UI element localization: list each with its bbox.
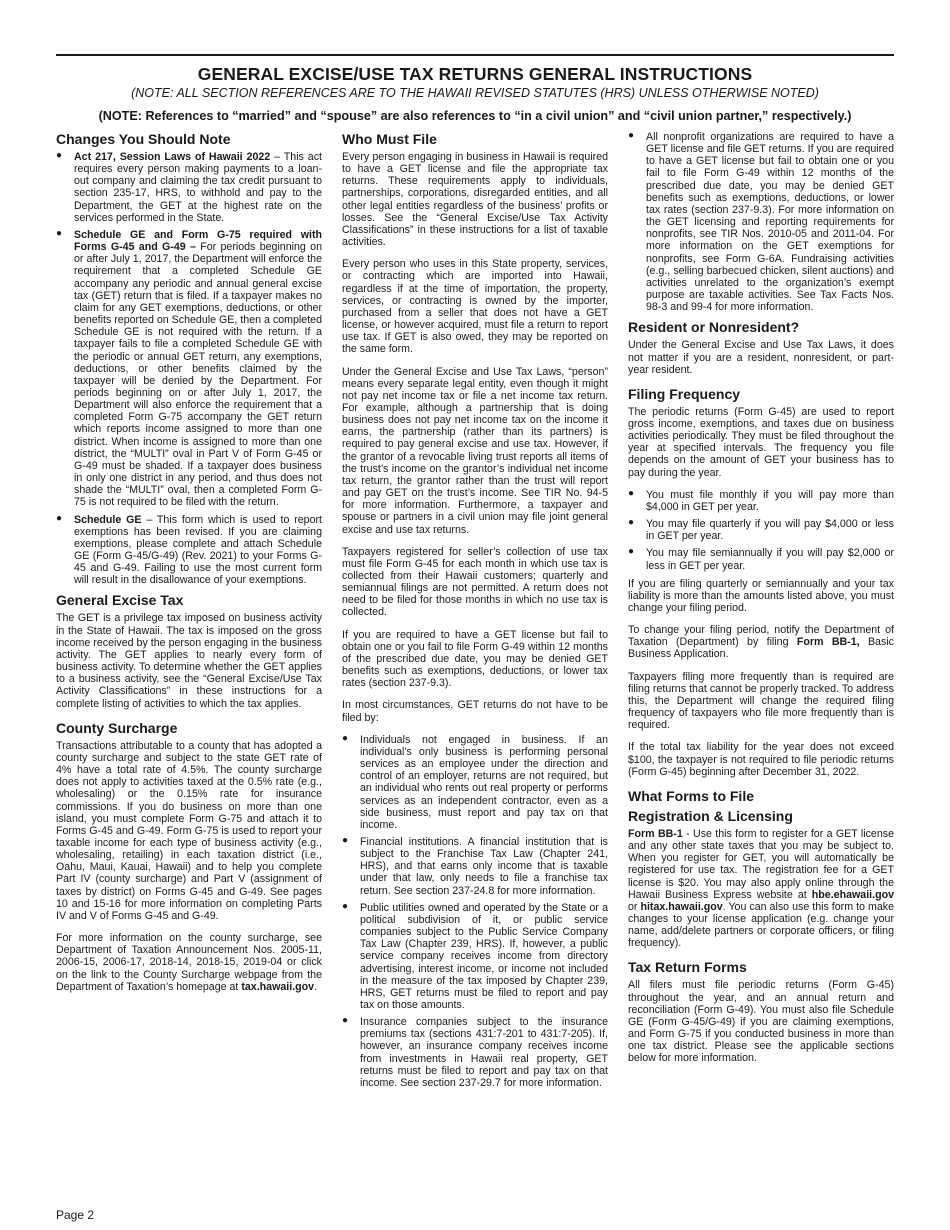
- list-item: ● You may file quarterly if you will pay $4,000 or less in GET per year.: [628, 518, 894, 542]
- list-item: ● You may file semiannually if you will pay $2,000 or less in GET per year.: [628, 547, 894, 571]
- changes-heading: Changes You Should Note: [56, 131, 231, 147]
- who-must-file-p5: If you are required to have a GET license but fail to obtain one or you fail to file Form G-49 within 12 months of the prescribed due date, you may be denied GET benefits such as exemptions, deductions, or lower tax rates (section 237-9.3).: [342, 628, 608, 690]
- resident-text: Under the General Excise and Use Tax Laws, it does not matter if you are a resident, nonresident, or part-year resident.: [628, 339, 894, 376]
- resident-heading: Resident or Nonresident?: [628, 319, 800, 336]
- tax-website-link[interactable]: tax.hawaii.gov: [241, 980, 315, 993]
- who-must-file-heading: Who Must File: [342, 131, 437, 147]
- column-right: [628, 131, 894, 1075]
- who-must-file-p4: Taxpayers registered for seller’s collection of use tax must file Form G-45 for each month in which use tax is collected from their Hawaii customers; quarterly and semiannual filings are not permitted. A return does not need to be filed for those months in which no use tax is collected.: [342, 545, 608, 619]
- filing-frequency-p1: The periodic returns (Form G-45) are used to report gross income, exemptions, and taxes due on business activities periodically. They must be filed throughout the year at specified intervals. The frequency you file depends on the amount of GET your business has to pay during the year.: [628, 405, 894, 479]
- county-surcharge-heading: County Surcharge: [56, 719, 178, 736]
- filing-frequency-p4: Taxpayers filing more frequently than is required are filing returns that cannot be properly tracked. To address this, the Department will change the required filing frequency of taxpayers who file more frequently than is required.: [628, 670, 894, 732]
- who-must-file-p3: Under the General Excise and Use Tax Laws, “person” means every separate legal entity, even though it might not pay net income tax or file a net income tax return. For example, although a partnership that is doing business does not pay net income tax on the income it earns, the partnership (rather than its partners) is required to pay general excise and use tax. However, if the grantor of a revocable living trust reports all items of the trust’s income on the grantor’s individual net income tax return, the grantor rather than the trust will report and pay GET on the trust’s income. See TIR No. 94-5 for more information. Furthermore, a taxpayer and spouse or partners in a civil union may file joint general excise and use tax returns.: [342, 365, 608, 536]
- county-surcharge-text: Transactions attributable to a county that has adopted a county surcharge and subject to the state GET rate of 4% have a total rate of 4.5%. The county surcharge does not apply to activities taxed at the 0.5% rate (e.g., wholesaling) or the 0.15% rate for insurance commissions. If you do business on more than one island, you must complete Form G-75 and attach it to Forms G-45 and G-49. Form G-75 is used to report your taxable income for each type of business activity (e.g., wholesaling, retailing) in each taxation district (i.e., Oahu, Maui, Kauai, Hawaii) and to help you complete Part IV (county surcharge) and Part V (assignment of taxes by district) on Forms G-45 and G-49. See pages 10 and 15-16 for more information on completing Parts IV and V of Forms G-45 and G-49.: [56, 739, 322, 922]
- who-must-file-p1: Every person engaging in business in Hawaii is required to have a GET license and file the appropriate tax returns. These requirements apply to individuals, partnerships, corporations, disregarded entities, and all other legal entities regardless of the business’ profits or losses. See the “General Excise/Use Tax Activity Classifications” in these instructions for a list of taxable activities.: [342, 151, 608, 249]
- list-item: ● Financial institutions. A financial institution that is subject to the Franchise Tax Law (Chapter 241, HRS), and that earns only income that is taxable under that law, only needs to file a franchise tax return. See section 237-24.8 for more information.: [342, 836, 608, 897]
- filing-frequency-p3: To change your filing period, notify the Department of Taxation (Department) by filing Form BB-1, Basic Business Application.: [628, 624, 894, 661]
- list-item: ● Insurance companies subject to the insurance premiums tax (sections 431:7-201 to 431:7-205). If, however, an insurance company receives income from investments in Hawaii real property, GET returns must be filed to report and pay tax on that income. See section 237-29.7 for more information.: [342, 1016, 608, 1089]
- list-item: ● Schedule GE – This form which is used to report exemptions has been revised. If you are claiming exemptions, please complete and attach Schedule GE (Form G-45/G-49) (Rev. 2021) to your Forms G-45 and G-49. Failing to use the most current form will result in the disallowance of your exemptions.: [56, 514, 322, 587]
- top-rule: [56, 54, 894, 56]
- page-subtitle: (NOTE: ALL SECTION REFERENCES ARE TO THE HAWAII REVISED STATUTES (HRS) UNLESS OTHERWISE NOTED): [131, 86, 819, 100]
- general-excise-tax-text: The GET is a privilege tax imposed on business activity in the State of Hawaii. The tax is imposed on the gross income received by the person engaging in the business activity. The GET applies to nearly every form of business activity. To determine whether the GET applies to a business activity, see the “General Excise/Use Tax Activity Classifications” in these instructions for a complete listing of activities to which the tax applies.: [56, 612, 322, 710]
- civil-union-note: (NOTE: References to “married” and “spouse” are also references to “in a civil union” and “civil union partner,” respectively.): [98, 109, 852, 123]
- list-item: ● Individuals not engaged in business. If an individual’s only business is performing personal services as an employee under the direction and control of an employer, returns are not required, but an individual who rents out real property or performs services as an independent contractor, even as a side business, must report and pay tax on that income.: [342, 734, 608, 831]
- tax-return-forms-heading: Tax Return Forms: [628, 959, 747, 976]
- nonprofit-list: [628, 131, 894, 313]
- tax-return-forms-text: All filers must file periodic returns (Form G-45) throughout the year, and an annual return and reconciliation (Form G-49). You must also file Schedule GE (Form G-45/G-49) if you are claiming exemptions, and Form G-75 if you conducted business in more than one tax district. Please see the applicable sections below for more information.: [628, 979, 894, 1065]
- registration-text: Form BB-1 - Use this form to register for a GET license and any other state taxes that you may be subject to. When you register for GET, you will automatically be registered for use tax. The registration fee for a GET license is $20. You may also apply online through the Hawaii Business Express website at hbe.ehawaii.gov or hitax.hawaii.gov. You can also use this form to make changes to your license application (e.g. change your name, add/delete partners or corporate officers, or filing frequency).: [628, 827, 894, 950]
- list-item: ● All nonprofit organizations are required to have a GET license and file GET returns. If you are required to have a GET license but fail to obtain one or you fail to file Form G-49 within 12 months of the prescribed due date, you may be denied GET benefits such as exemptions, deductions, or lower tax rates (section 237-9.3). For more information on the GET licensing and reporting requirements for nonprofits, see TIR Nos. 2010-05 and 2011-04. For more information on the GET exemptions for nonprofits, see Form G-6A. Fundraising activities (e.g., selling barbecued chicken, silent auctions) and activities unrelated to the organization’s exempt purpose are taxable activities. See Tax Facts Nos. 98-3 and 99-4 for more information.: [628, 131, 894, 313]
- page-title: GENERAL EXCISE/USE TAX RETURNS GENERAL INSTRUCTIONS: [197, 64, 753, 84]
- exemption-list: [342, 734, 608, 1089]
- filing-frequency-heading: Filing Frequency: [628, 385, 741, 402]
- hbe-link[interactable]: hbe.ehawaii.gov: [811, 888, 894, 901]
- list-item: ● Public utilities owned and operated by the State or a political subdivision of it, or public service companies subject to the Public Service Company Tax Law (Chapter 239, HRS). If, however, a public service company receives income from directory advertising, interest income, or income not included in the measure of the tax imposed by Chapter 239, HRS, GET returns must be filed to report and pay tax on those amounts.: [342, 902, 608, 1011]
- list-item: ● Act 217, Session Laws of Hawaii 2022 – This act requires every person making payments to a loan-out company and claiming the tax credit pursuant to section 235-17, HRS, to withhold and pay to the Department, the GET at the highest rate on the services performed in the State.: [56, 151, 322, 224]
- hitax-link[interactable]: hitax.hawaii.gov: [640, 900, 723, 913]
- list-item: ● Schedule GE and Form G-75 required with Forms G-45 and G-49 – For periods beginning on or after July 1, 2017, the Department will enforce the requirement that a completed Schedule GE accompany any periodic and annual general excise tax (GET) return that is filed. If a taxpayer makes no claim for any GET exemptions, deductions, or other benefits reported on Schedule GE, then a completed Schedule GE is not required with the return. If a taxpayer fails to file a completed Schedule GE with the periodic or annual GET return, any exemptions, deductions, or other benefits claimed by the taxpayer will be denied by the Department. For periods beginning on or after July 1, 2017, the Department will also enforce the requirement that a completed Form G-75 accompany the GET return which reports income assigned to more than one district. When income is assigned to more than one district, the “MULTI” oval in Part V of Form G-45 or G-49 must be shaded. If a taxpayer does business in only one district in any period, and thus does not shade the “MULTI” oval, then a completed Form G-75 is not required to be filed with the return.: [56, 229, 322, 509]
- who-must-file-p2: Every person who uses in this State property, services, or contracting which are imported into Hawaii, regardless if at the time of importation, the property, services, or contracting is owned by the importer, purchased from a seller that does not have a GET license, or however acquired, must file a return to report use tax. If GET is also owed, they may be reported on the same form.: [342, 258, 608, 356]
- county-surcharge-more-info: For more information on the county surcharge, see Department of Taxation Announcement Nos. 2005-11, 2006-15, 2006-17, 2018-14, 2018-15, 2019-04 or click on the link to the County Surcharge webpage from the Department of Taxation’s homepage at tax.hawaii.gov.: [56, 932, 322, 993]
- column-left: [56, 131, 322, 1003]
- filing-frequency-p5: If the total tax liability for the year does not exceed $100, the taxpayer is not required to file periodic returns (Form G-45) beginning after December 31, 2022.: [628, 741, 894, 778]
- list-item: ● You must file monthly if you will pay more than $4,000 in GET per year.: [628, 489, 894, 513]
- filing-frequency-list: [628, 489, 894, 572]
- changes-list: [56, 151, 322, 586]
- what-forms-heading: What Forms to File: [628, 787, 754, 804]
- general-excise-tax-heading: General Excise Tax: [56, 592, 184, 609]
- registration-heading: Registration & Licensing: [628, 807, 793, 824]
- filing-frequency-p2: If you are filing quarterly or semiannually and your tax liability is more than the amounts listed above, you must change your filing period.: [628, 577, 894, 614]
- page-number: Page 2: [56, 1208, 95, 1222]
- column-middle: [342, 131, 608, 1095]
- who-must-file-p6: In most circumstances, GET returns do not have to be filed by:: [342, 699, 608, 724]
